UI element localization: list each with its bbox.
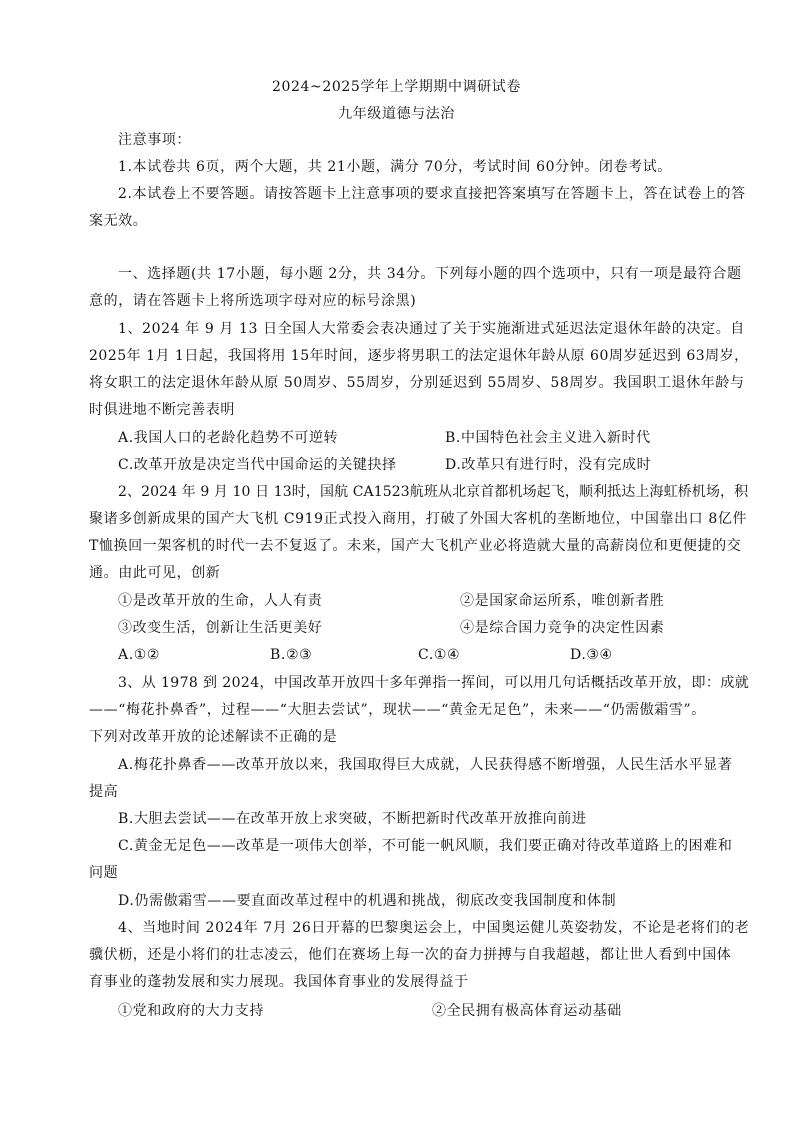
q2-option-a: A.①② [118,647,161,663]
q3-option-b: B.大胆去尝试——在改革开放上求突破，不断把新时代改革开放推向前进 [118,811,587,827]
q1-option-c: C.改革开放是决定当代中国命运的关键抉择 [118,457,397,473]
q2-option-d: D.③④ [570,647,613,663]
notice-item-2-line-1: 2.本试卷上不要答题。请按答题卡上注意事项的要求直接把答案填写在答题卡上，答在试卷上的答 [118,186,746,202]
q3-option-a-line-1: A.梅花扑鼻香——改革开放以来，我国取得巨大成就，人民获得感不断增强，人民生活水平显著 [118,757,733,773]
q1-stem-line-3: 将女职工的法定退休年龄从原 50周岁、55周岁，分别延迟到 55周岁、58周岁。我国职工退休年龄与 [89,375,745,391]
q3-option-d: D.仍需傲霜雪——要直面改革过程中的机遇和挑战，彻底改变我国制度和体制 [118,893,617,909]
notice-item-2-line-2: 案无效。 [89,213,148,229]
q3-option-a-line-2: 提高 [89,784,119,800]
q1-stem-line-1: 1、2024 年 9 月 13 日全国人大常委会表决通过了关于实施渐进式延迟法定退休年龄的决定。自 [118,321,745,337]
q4-stem-line-1: 4、当地时间 2024年 7月 26日开幕的巴黎奥运会上，中国奥运健儿英姿勃发，不论是老将们的老 [118,920,750,936]
q2-statement-4: ④是综合国力竞争的决定性因素 [460,620,665,636]
section-1-intro-line-2: 意的，请在答题卡上将所选项字母对应的标号涂黑) [89,293,417,309]
q1-option-b: B.中国特色社会主义进入新时代 [445,430,651,446]
q4-statement-2: ②全民拥有极高体育运动基础 [432,1003,622,1019]
q4-stem-line-3: 育事业的蓬勃发展和实力展现。我国体育事业的发展得益于 [89,974,469,990]
section-1-intro-line-1: 一、选择题(共 17小题，每小题 2分，共 34分。下列每小题的四个选项中，只有一项是最符合题 [118,266,742,282]
exam-subject: 九年级道德与法治 [338,106,455,122]
q4-statement-1: ①党和政府的大力支持 [118,1003,264,1019]
q2-stem-line-2: 聚诸多创新成果的国产大飞机 C919正式投入商用，打破了外国大客机的垄断地位，中国靠出口 8亿件 [89,511,748,527]
q2-statement-3: ③改变生活，创新让生活更美好 [118,620,323,636]
q2-statement-1: ①是改革开放的生命，人人有责 [118,593,323,609]
notice-heading: 注意事项： [118,132,191,148]
q3-stem-line-2: ——“梅花扑鼻香”，过程——“大胆去尝试”，现状——“黄金无足色”，未来——“仍需傲霜雪”。 [89,702,706,718]
q3-option-c-line-2: 问题 [89,865,119,881]
q2-statement-2: ②是国家命运所系，唯创新者胜 [460,593,665,609]
q2-option-c: C.①④ [418,647,461,663]
q3-option-c-line-1: C.黄金无足色——改革是一项伟大创举，不可能一帆风顺，我们要正确对待改革道路上的困难和 [118,838,733,854]
notice-item-1: 1.本试卷共 6页，两个大题，共 21小题，满分 70分，考试时间 60分钟。闭卷考试。 [118,159,672,175]
q3-stem-line-1: 3、从 1978 到 2024，中国改革开放四十多年弹指一挥间，可以用几句话概括改革开放，即：成就 [118,675,750,691]
q2-stem-line-1: 2、2024 年 9 月 10 日 13时，国航 CA1523航班从北京首都机场起飞，顺利抵达上海虹桥机场，积 [118,484,749,500]
q2-stem-line-4: 通。由此可见，创新 [89,565,221,581]
exam-title: 2024~2025学年上学期期中调研试卷 [272,79,521,95]
q1-option-d: D.改革只有进行时，没有完成时 [445,457,652,473]
q4-stem-line-2: 骥伏枥，还是小将们的壮志凌云，他们在赛场上每一次的奋力拼搏与自我超越，都让世人看到中国体 [89,947,732,963]
q1-stem-line-4: 时俱进地不断完善表明 [89,402,235,418]
q1-option-a: A.我国人口的老龄化趋势不可逆转 [118,430,339,446]
q1-stem-line-2: 2025年 1月 1日起，我国将用 15年时间，逐步将男职工的法定退休年龄从原 60周岁延迟到 63周岁， [89,348,749,364]
q2-stem-line-3: T恤换回一架客机的时代一去不复返了。未来，国产大飞机产业必将造就大量的高薪岗位和更便捷的交 [89,538,742,554]
q2-option-b: B.②③ [270,647,313,663]
q3-stem-line-3: 下列对改革开放的论述解读不正确的是 [89,729,338,745]
